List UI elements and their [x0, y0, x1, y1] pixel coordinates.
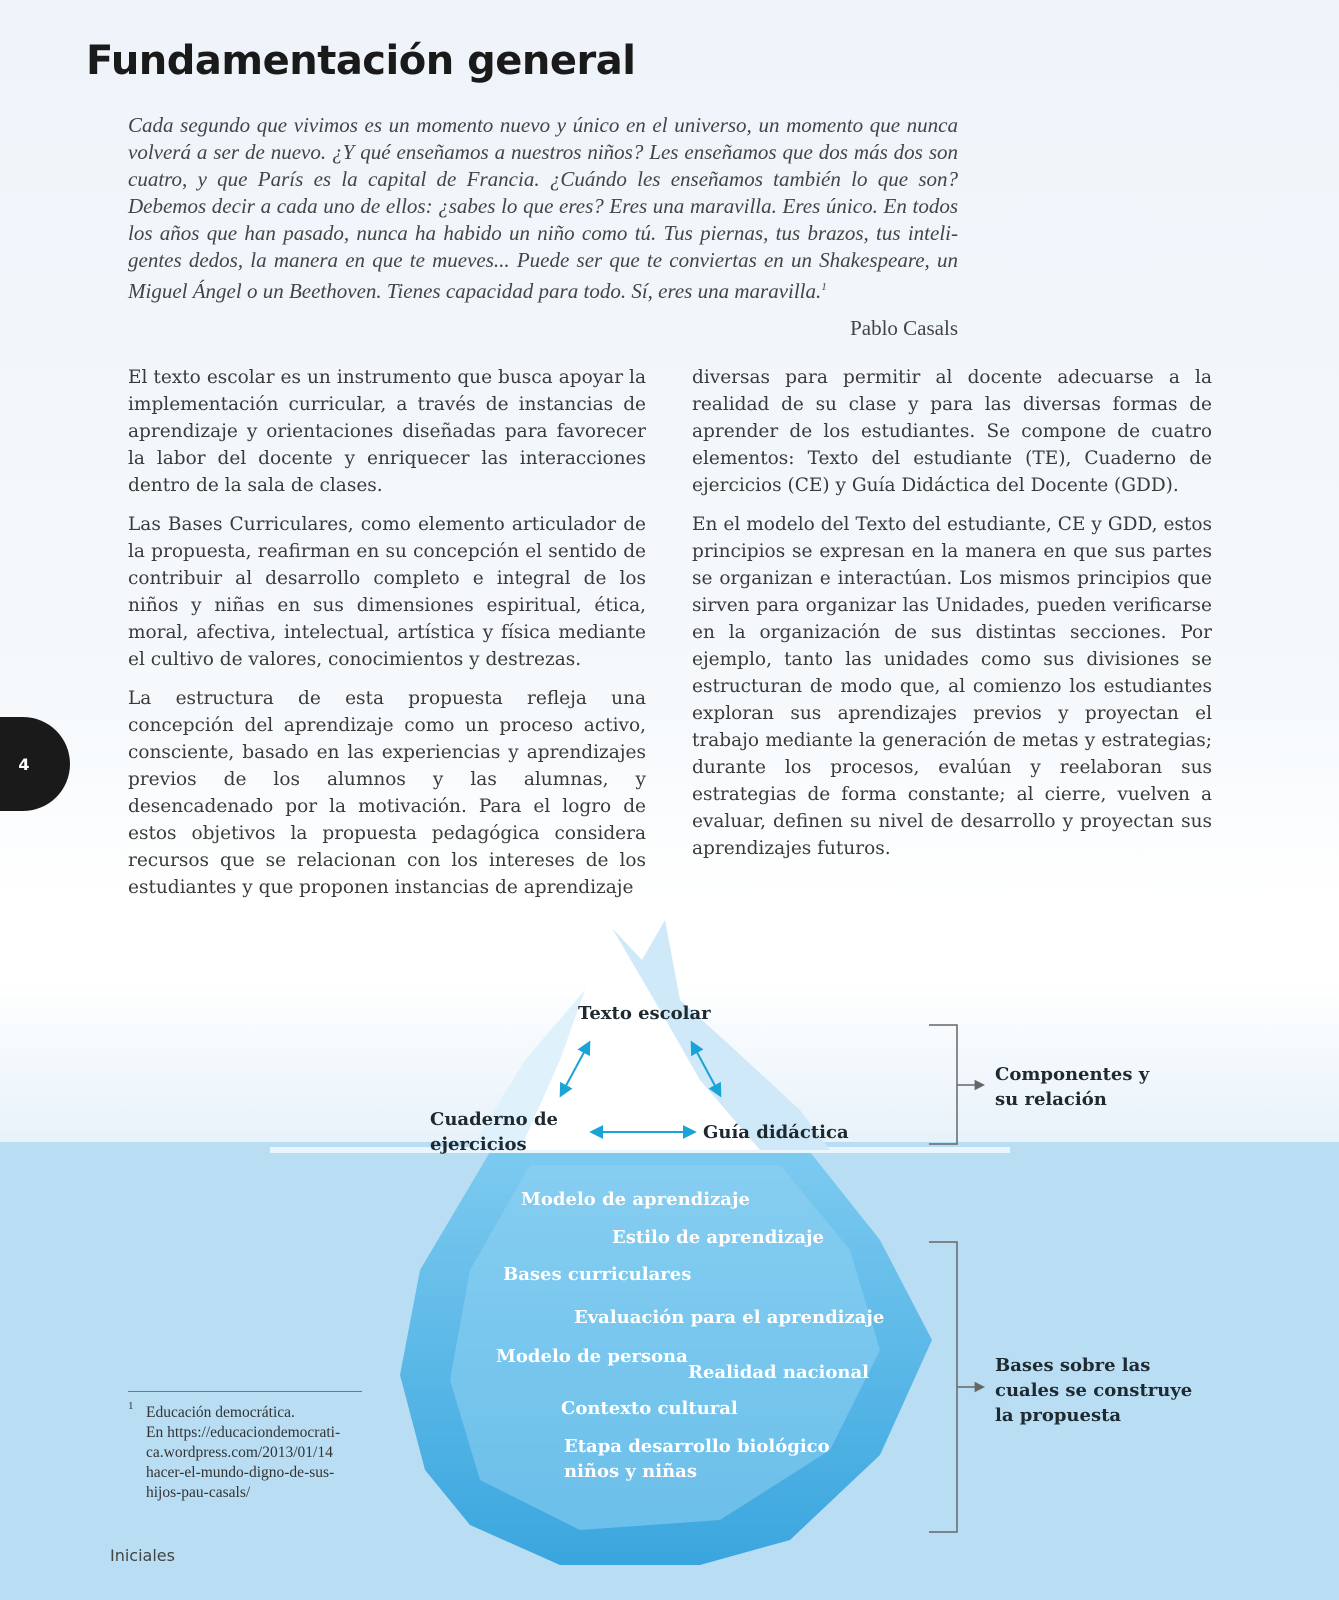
label-texto-escolar: Texto escolar: [578, 1003, 711, 1024]
footnote-line: En https://educaciondemocrati-: [146, 1424, 341, 1441]
footnote-line: hijos-pau-casals/: [146, 1484, 251, 1501]
footnote-line: Educación democrática.: [146, 1404, 295, 1421]
quote-line: Miguel Ángel o un Beethoven. Tienes capacidad para todo. Sí, eres una maravilla.: [128, 279, 822, 303]
page-title: Fundamentación general: [86, 38, 636, 84]
footnote-ref: 1: [821, 281, 827, 293]
page-number: 4: [18, 754, 30, 774]
label-bases-line2: cuales se construye: [995, 1380, 1193, 1401]
body-column-right: [692, 364, 1212, 874]
quote-line: Cada segundo que vivimos es un momento nuevo y único en el universo, un momento que nunca: [128, 113, 958, 137]
label-componentes-line2: su relación: [995, 1089, 1107, 1110]
quote-line: gentes dedos, la manera en que te mueves... Puede ser que te conviertas en un Shakespeare, un: [128, 248, 958, 272]
label-evaluacion: Evaluación para el aprendizaje: [574, 1307, 885, 1328]
bracket-top: [929, 1025, 957, 1144]
quote-line: los años que han pasado, nunca ha habido un niño como tú. Tus piernas, tus brazos, tus inteli-: [128, 221, 958, 245]
footnote-line: hacer-el-mundo-digno-de-sus-: [146, 1464, 335, 1481]
footnote-text: [146, 1403, 366, 1503]
label-bases-line1: Bases sobre las: [995, 1355, 1151, 1376]
paragraph: diversas para permitir al docente adecuarse a la realidad de su clase y para las diversas formas de aprender de los estudiantes. Se compone de cuatro elementos: Texto del estudiante (TE), Cuaderno de ejercicios (CE) y Guía Didáctica del Docente (GDD).: [692, 367, 1212, 496]
quote-line: son cuatro, y que París es la capital de Francia. ¿Cuándo les enseñamos también lo que son?: [128, 140, 958, 191]
label-etapa-desarrollo: Etapa desarrollo biológico: [564, 1436, 830, 1457]
paragraph: Las Bases Curriculares, como elemento articulador de la propuesta, reafirman en su concepción el sentido de contribuir al desarrollo completo e integral de los niños y niñas en sus dimensiones espiritual, ética, moral, afectiva, intelectual, artística y física mediante el cultivo de valores, conocimientos y destrezas.: [128, 514, 646, 670]
label-ninos-ninas: niños y niñas: [564, 1461, 697, 1482]
paragraph: El texto escolar es un instrumento que busca apoyar la implementación curricular, a través de instancias de aprendizaje y orientaciones diseñadas para favorecer la labor del docente y enriquecer las interacciones dentro de la sala de clases.: [128, 367, 646, 496]
label-realidad-nacional: Realidad nacional: [688, 1362, 869, 1383]
label-bases-line3: la propuesta: [995, 1405, 1122, 1426]
label-cuaderno-line2: ejercicios: [430, 1134, 527, 1155]
page-number-tab: [0, 717, 70, 811]
label-componentes-line1: Componentes y: [995, 1064, 1150, 1085]
footnote-rule: [128, 1391, 362, 1392]
body-column-left: [128, 364, 646, 913]
epigraph-quote: [128, 112, 958, 305]
label-bases-curriculares: Bases curriculares: [503, 1264, 692, 1285]
label-cuaderno-line1: Cuaderno de: [430, 1109, 558, 1130]
paragraph: La estructura de esta propuesta refleja una concepción del aprendizaje como un proceso activo, consciente, basado en las experiencias y aprendizajes previos de los alumnos y las alumnas, y desencadenado por la motivación. Para el logro de estos objetivos la propuesta pedagógica considera recursos que se relacionan con los intereses de los estudiantes y que proponen instancias de aprendizaje: [128, 688, 646, 898]
footnote-line: ca.wordpress.com/2013/01/14: [146, 1444, 333, 1461]
footer-section-label: Iniciales: [110, 1546, 175, 1565]
label-guia-didactica: Guía didáctica: [703, 1122, 849, 1143]
footnote-number: 1: [128, 1400, 134, 1412]
label-contexto-cultural: Contexto cultural: [561, 1398, 738, 1419]
label-modelo-persona: Modelo de persona: [496, 1346, 688, 1367]
quote-author: Pablo Casals: [850, 316, 958, 340]
paragraph: En el modelo del Texto del estudiante, CE y GDD, estos principios se expresan en la manera en que sus partes se organizan e interactúan. Los mismos principios que sirven para organizar las Unidades, pueden verificarse en la organización de sus distintas secciones. Por ejemplo, tanto las unidades como sus divisiones se estructuran de modo que, al comienzo los estudiantes exploran sus aprendizajes previos y proyectan el trabajo mediante la generación de metas y estrategias; durante los procesos, evalúan y reelaboran sus estrategias de forma constante; al cierre, vuelven a evaluar, definen su nivel de desarrollo y proyectan sus aprendizajes futuros.: [692, 514, 1212, 859]
quote-line: Debemos decir a cada uno de ellos: ¿sabes lo que eres? Eres una maravilla. Eres único. En todos: [128, 194, 958, 218]
quote-line: volverá a ser de nuevo. ¿Y qué enseñamos a nuestros niños? Les enseñamos que dos más dos: [128, 140, 929, 164]
label-estilo-aprendizaje: Estilo de aprendizaje: [612, 1227, 824, 1248]
label-modelo-aprendizaje: Modelo de aprendizaje: [521, 1189, 750, 1210]
